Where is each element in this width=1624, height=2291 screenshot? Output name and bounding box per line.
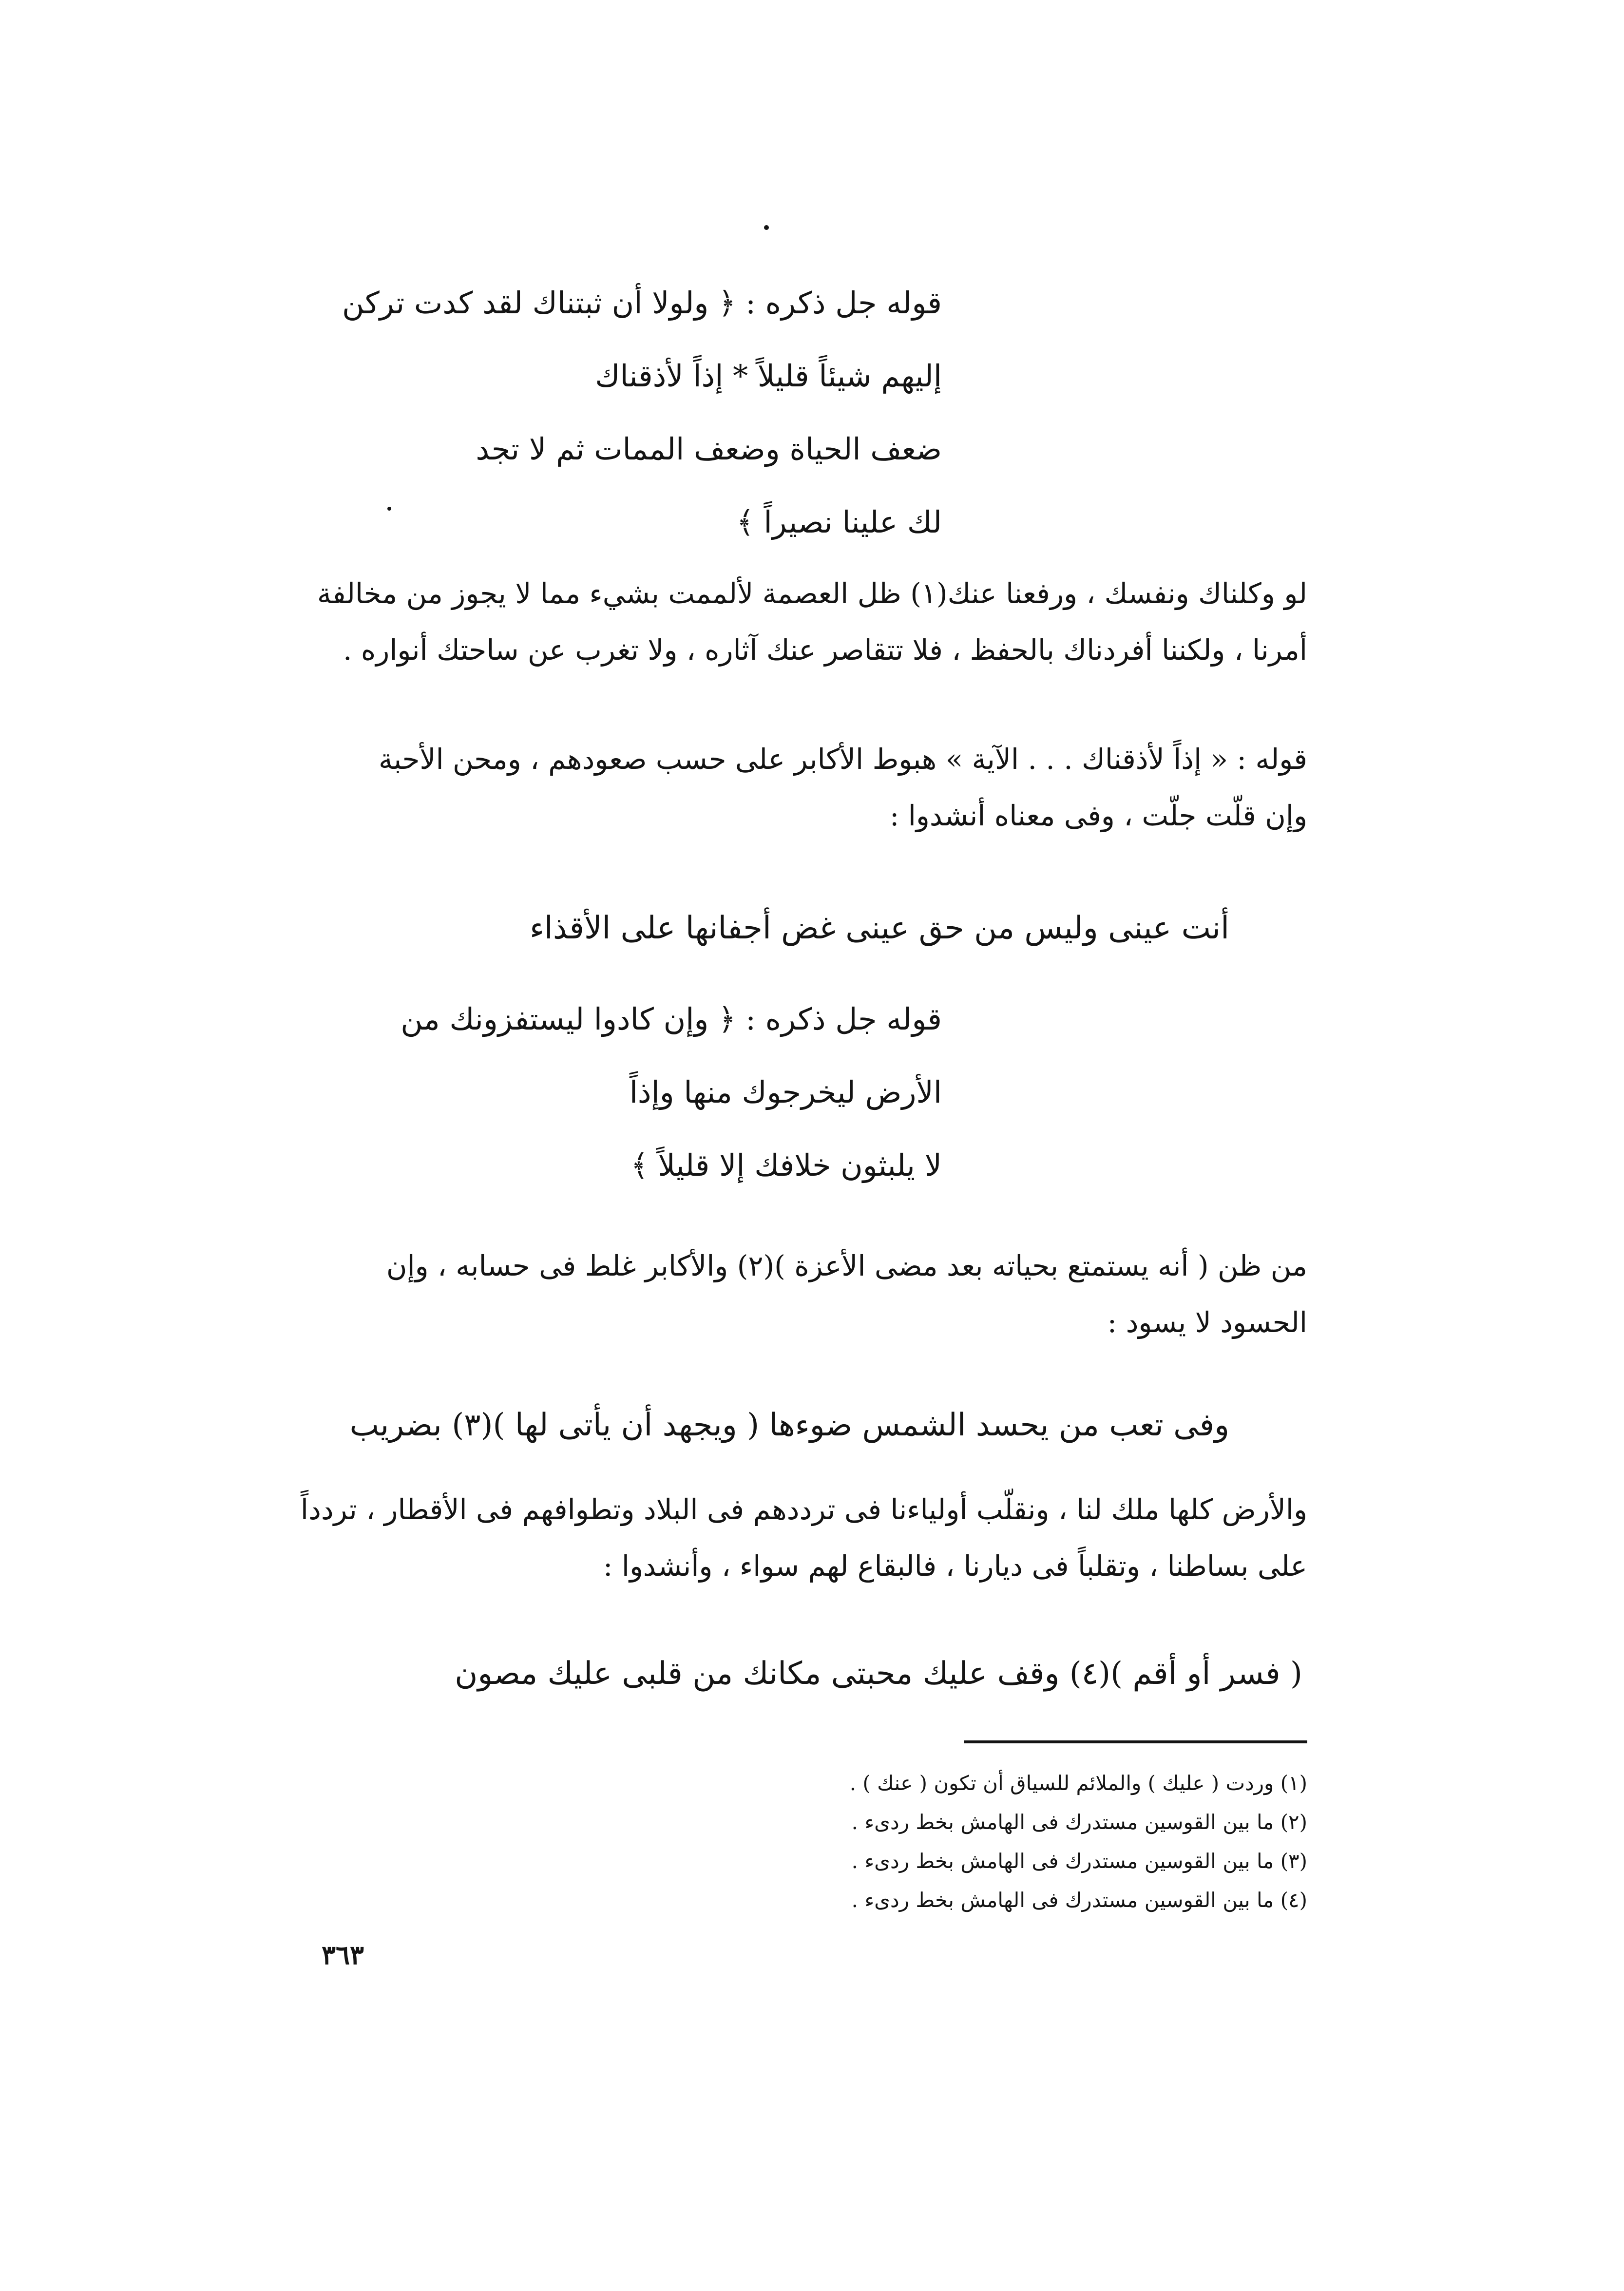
verse-line: لا يلبثون خلافك إلا قليلاً ﴾ [630, 1147, 942, 1183]
paragraph-line: الحسود لا يسود : [1107, 1306, 1307, 1339]
page-number: ٣٦٣ [322, 1939, 364, 1970]
footnote: (٣) ما بين القوسين مستدرك فى الهامش بخط ردىء . [851, 1849, 1307, 1873]
verse-line: لك علينا نصيراً ﴾ [736, 504, 942, 540]
verse-line: إليهم شيئاً قليلاً * إذاً لأذقناك [595, 358, 942, 394]
ink-dot [387, 507, 391, 511]
paragraph-line: أمرنا ، ولكننا أفردناك بالحفظ ، فلا تتقاصر عنك آثاره ، ولا تغرب عن ساحتك أنواره . [343, 633, 1307, 667]
commentary-paragraph-4 [284, 1481, 1307, 1594]
verse-line: ضعف الحياة وضعف الممات ثم لا تجد [476, 431, 942, 467]
footnote: (٢) ما بين القوسين مستدرك فى الهامش بخط ردىء . [851, 1810, 1307, 1834]
paragraph-line: على بساطنا ، وتقلباً فى ديارنا ، فالبقاع لهم سواء ، وأنشدوا : [603, 1549, 1307, 1583]
paragraph-line: وإن قلّت جلّت ، وفى معناه أنشدوا : [889, 799, 1307, 832]
footnote-separator [964, 1740, 1307, 1743]
commentary-paragraph-2 [284, 731, 1307, 844]
commentary-paragraph-3 [284, 1238, 1307, 1351]
verse-line: قوله جل ذكره : ﴿ ولولا أن ثبتناك لقد كدت تركن [342, 285, 942, 321]
footnotes [674, 1764, 1307, 1920]
commentary-paragraph-1 [284, 565, 1307, 678]
paragraph-line: لو وكلناك ونفسك ، ورفعنا عنك(١) ظل العصمة لألممت بشيء مما لا يجوز من مخالفة [317, 577, 1307, 610]
poetry-verse-2: وفى تعب من يحسد الشمس ضوءها ( ويجهد أن يأتى لها )(٣) بضريب [349, 1407, 1229, 1443]
verse-line: الأرض ليخرجوك منها وإذاً [629, 1074, 942, 1110]
poetry-verse-3: ( فسر أو أقم )(٤) وقف عليك محبتى مكانك من قلبى عليك مصون [455, 1656, 1302, 1692]
verse-line: قوله جل ذكره : ﴿ وإن كادوا ليستفزونك من [401, 1001, 942, 1037]
footnote: (٤) ما بين القوسين مستدرك فى الهامش بخط ردىء . [851, 1888, 1307, 1912]
paragraph-line: قوله : « إذاً لأذقناك . . . الآية » هبوط الأكابر على حسب صعودهم ، ومحن الأحبة [378, 743, 1307, 776]
paragraph-line: من ظن ( أنه يستمتع بحياته بعد مضى الأعزة )(٢) والأكابر غلط فى حسابه ، وإن [386, 1249, 1307, 1282]
paragraph-line: والأرض كلها ملك لنا ، ونقلّب أولياءنا فى ترددهم فى البلاد وتطوافهم فى الأقطار ، تردداً [300, 1493, 1307, 1526]
ink-dot [764, 225, 769, 230]
footnote: (١) وردت ( عليك ) والملائم للسياق أن تكون ( عنك ) . [849, 1771, 1307, 1795]
poetry-verse-1: أنت عينى وليس من حق عينى غض أجفانها على الأقذاء [529, 910, 1229, 946]
